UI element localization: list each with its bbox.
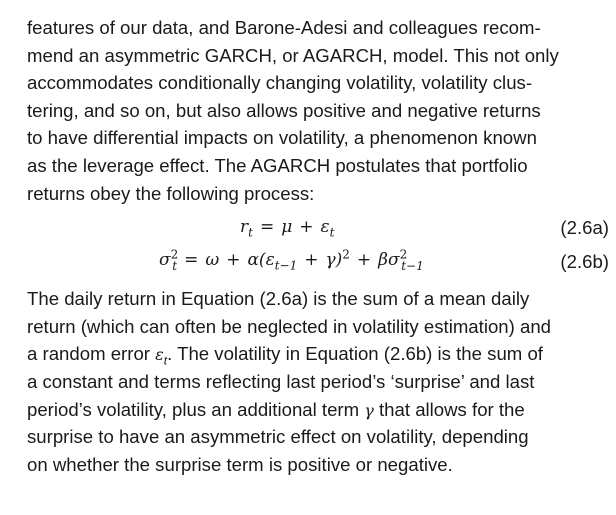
equation-body: $\sigma^2_t = \omega + \alpha(\varepsilon_{t-1} + \gamma)^2 + \beta\sigma^2_{t-1}$ [159, 247, 424, 273]
text-line: surprise to have an asymmetric effect on volatility, depending [27, 426, 529, 448]
paragraph-intro [27, 14, 609, 207]
equation-body: $r_t = \mu + \varepsilon_t$ [240, 217, 335, 240]
equation-number: (2.6b) [560, 251, 609, 273]
text-line: accommodates conditionally changing volatility, volatility clus- [27, 72, 533, 94]
text-line: return (which can often be neglected in volatility estimation) and [27, 315, 552, 337]
text-line: a constant and terms reflecting last period’s ‘surprise’ and last [27, 370, 535, 392]
equation-2-6b [27, 247, 609, 281]
document-page [27, 14, 609, 478]
text-line: tering, and so on, but also allows positive and negative returns [27, 99, 541, 121]
text-line: to have differential impacts on volatility, a phenomenon known [27, 127, 537, 149]
text-line: on whether the surprise term is positive or negative. [27, 453, 453, 475]
text-line: features of our data, and Barone-Adesi and colleagues recom- [27, 17, 541, 38]
equation-number: (2.6a) [560, 217, 609, 239]
equation-2-6a [27, 213, 609, 247]
text-line: period’s volatility, plus an additional term γ that allows for the [27, 398, 525, 420]
text-line: The daily return in Equation (2.6a) is the sum of a mean daily [27, 288, 530, 310]
text-line: as the leverage effect. The AGARCH postulates that portfolio [27, 154, 528, 176]
text-line: a random error $\varepsilon_t$. The volatility in Equation (2.6b) is the sum of [27, 343, 543, 369]
text-line: mend an asymmetric GARCH, or AGARCH, model. This not only [27, 44, 559, 66]
paragraph-explanation [27, 285, 609, 478]
text-line: returns obey the following process: [27, 182, 315, 204]
